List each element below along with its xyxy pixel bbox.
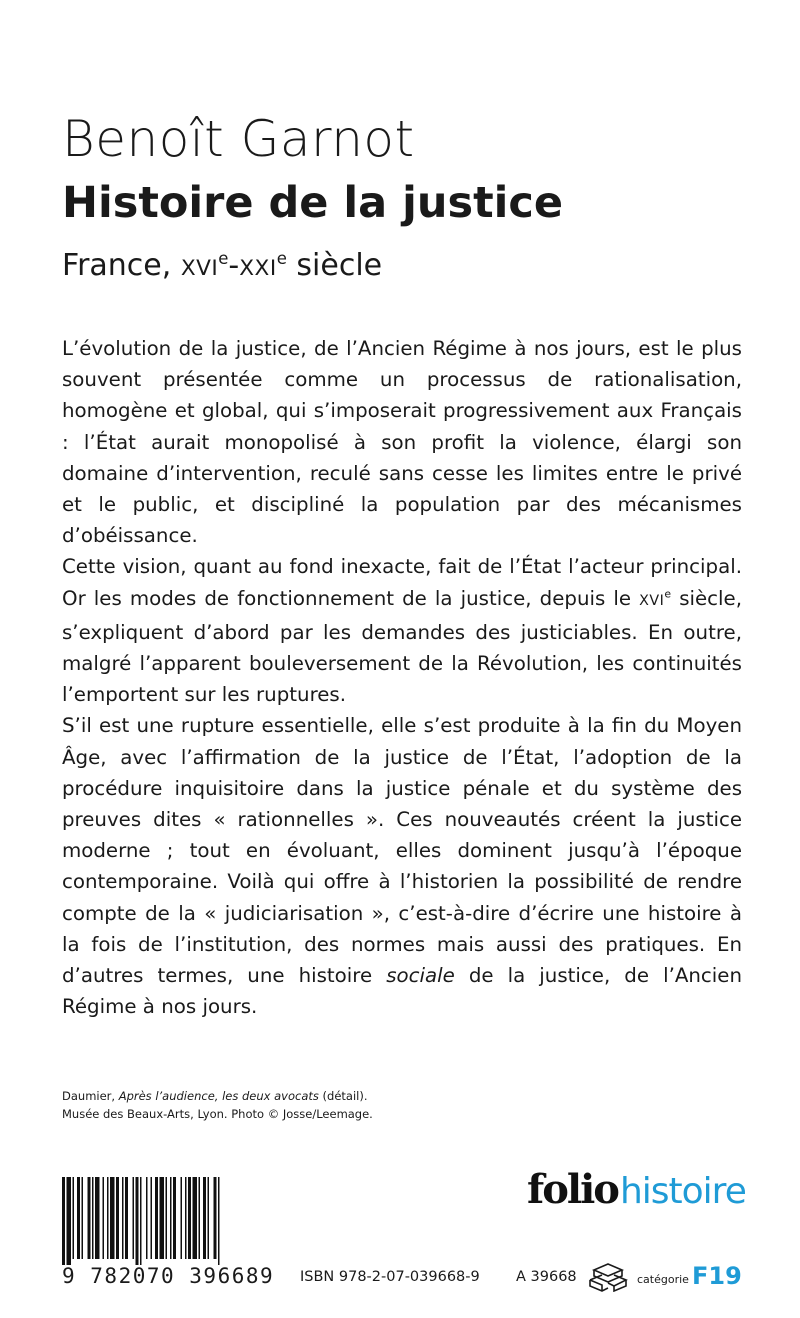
- p2-part-b: siècle, s’expliquent d’abord par les demandes des justiciables. En outre, malgré l’apparent bouleversement de la Révolution, les continuités l’emportent sur les ruptures.: [62, 586, 742, 707]
- subtitle-from-century: XVI: [180, 256, 219, 281]
- p3-part-a: S’il est une rupture essentielle, elle s’est produite à la fin du Moyen Âge, avec l’affirmation de la justice de l’État, l’adoption de la procédure inquisitoire dans la justice pénale et du système des preuves dites « rationnelles ». Ces nouveautés créent la justice moderne ; tout en évoluant, elles dominent jusqu’à l’époque contemporaine. Voilà qui offre à l’historien la possibilité de rendre compte de la « judiciarisation », c’est-à-dire d’écrire une histoire à la fois de l’institution, des normes mais aussi des pratiques. En d’autres termes, une histoire: [62, 714, 742, 988]
- subtitle-to-sup: e: [276, 249, 287, 268]
- book-title: Histoire de la justice: [62, 178, 564, 228]
- isbn-number: ISBN 978-2-07-039668-9: [300, 1269, 480, 1285]
- image-credit: [62, 1087, 373, 1123]
- credit-detail: (détail).: [318, 1089, 368, 1103]
- blurb-paragraph-1: L’évolution de la justice, de l’Ancien Régime à nos jours, est le plus souvent présentée comme un processus de rationalisation, homogène et global, qui s’imposerait progressivement aux Français : l’État aurait monopolisé à son profit la violence, élargi son domaine d’intervention, reculé sans cesse les limites entre le privé et le public, et discipliné la population par des mécanismes d’obéissance.: [62, 337, 742, 548]
- categorie-label: catégorie: [637, 1273, 689, 1286]
- folio-histoire-logo: [527, 1166, 746, 1213]
- reference-code: A 39668: [516, 1269, 577, 1285]
- subtitle-prefix: France,: [62, 248, 181, 283]
- books-stack-icon: [588, 1262, 628, 1296]
- categorie-code: F19: [692, 1262, 742, 1290]
- p3-part-b: de la justice, de l’Ancien Régime à nos jours.: [62, 964, 743, 1019]
- subtitle-to-century: XXI: [239, 256, 277, 281]
- blurb-paragraph-2: [62, 551, 742, 710]
- credit-artist: Daumier,: [62, 1089, 119, 1103]
- credit-line-1: [62, 1087, 373, 1105]
- credit-line-2: Musée des Beaux-Arts, Lyon. Photo © Josse/Leemage.: [62, 1107, 373, 1121]
- logo-folio-text: folio: [527, 1166, 618, 1213]
- subtitle-dash: -: [228, 248, 240, 283]
- p2-sup: e: [664, 587, 672, 601]
- author-name: Benoît Garnot: [62, 110, 415, 168]
- p2-part-a: Cette vision, quant au fond inexacte, fait de l’État l’acteur principal. Or les modes de fonctionnement de la justice, depuis le: [62, 555, 742, 610]
- barcode-digits: 9 782070 396689: [62, 1264, 275, 1288]
- p2-century: XVI: [639, 592, 665, 609]
- logo-histoire-text: histoire: [619, 1171, 746, 1212]
- book-subtitle: [62, 248, 382, 283]
- p3-emphasis: sociale: [386, 964, 455, 988]
- subtitle-from-sup: e: [218, 249, 229, 268]
- subtitle-suffix: siècle: [286, 248, 383, 283]
- blurb-text: [62, 333, 742, 1022]
- credit-work: Après l’audience, les deux avocats: [118, 1089, 319, 1103]
- blurb-paragraph-3: [62, 710, 742, 1022]
